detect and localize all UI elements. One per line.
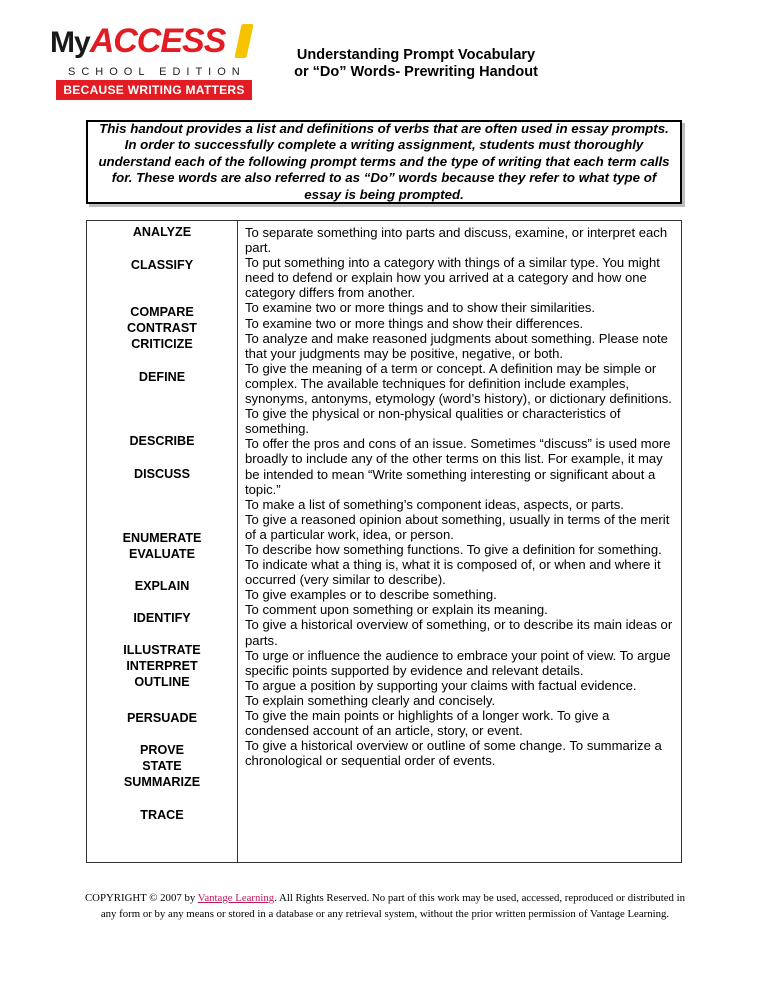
logo-access: ACCESS	[89, 22, 226, 60]
pencil-icon	[234, 24, 253, 58]
term-describe: DESCRIBE	[129, 434, 195, 448]
intro-text: This handout provides a list and definitions of verbs that are often used in essay prompts. In order to successfully complete a writing assignment, students must thoroughly understand each of the following prompt terms and the type of writing that each term calls for. These words are also referred to as “Do” words because they refer to what type of essay is being prompted.	[98, 120, 670, 202]
term-analyze: ANALYZE	[132, 225, 192, 239]
term-evaluate: EVALUATE	[129, 547, 195, 561]
term-illustrate: ILLUSTRATE	[123, 643, 201, 657]
logo-my: My	[50, 26, 90, 59]
term-define: DEFINE	[138, 370, 186, 384]
vocabulary-table	[86, 220, 682, 863]
page-title	[283, 47, 549, 81]
term-classify: CLASSIFY	[130, 258, 194, 272]
term-contrast: CONTRAST	[127, 321, 197, 335]
definition-summarize: To give the main points or highlights of a longer work. To give a condensed account of an article, story, or event.	[245, 708, 610, 739]
myaccess-logo	[50, 22, 250, 102]
definition-trace: To give a historical overview or outline of some change. To summarize a chronological or sequential order of events.	[245, 738, 662, 769]
definition-prove: To argue a position by supporting your claims with factual evidence.	[245, 677, 637, 693]
vantage-learning-link[interactable]: Vantage Learning	[197, 892, 275, 904]
definition-criticize: To analyze and make reasoned judgments about something. Please note that your judgments may be positive, negative, or both.	[245, 330, 668, 361]
intro-box	[86, 120, 682, 204]
term-state: STATE	[142, 759, 182, 773]
copyright-footer	[80, 891, 690, 922]
term-enumerate: ENUMERATE	[122, 531, 202, 545]
definition-explain: To describe how something functions. To give a definition for something.	[245, 541, 662, 557]
term-identify: IDENTIFY	[133, 611, 191, 625]
definition-describe: To give the physical or non-physical qualities or characteristics of something.	[245, 406, 621, 437]
definition-persuade: To urge or influence the audience to embrace your point of view. To argue specific points supported by evidence and relevant details.	[245, 647, 671, 678]
definition-analyze: To separate something into parts and discuss, examine, or interpret each part.	[245, 225, 668, 256]
definition-outline: To give a historical overview of something, or to describe its main ideas or parts.	[245, 617, 673, 648]
definition-state: To explain something clearly and concisely.	[245, 692, 496, 708]
term-compare: COMPARE	[130, 305, 194, 319]
term-interpret: INTERPRET	[126, 659, 198, 673]
definition-identify: To indicate what a thing is, what it is composed of, or when and where it occurred (very similar to describe).	[245, 557, 661, 588]
term-criticize: CRITICIZE	[131, 337, 193, 351]
term-trace: TRACE	[140, 808, 184, 822]
definition-classify: To put something into a category with things of a similar type. You might need to defend or explain how you arrived at a category and how one category differs from another.	[245, 255, 660, 301]
logo-edition: SCHOOL EDITION	[68, 66, 246, 78]
definition-compare: To examine two or more things and to show their similarities.	[245, 300, 596, 316]
footer-prefix: COPYRIGHT © 2007 by	[84, 892, 198, 904]
term-summarize: SUMMARIZE	[123, 775, 201, 789]
definition-evaluate: To give a reasoned opinion about something, usually in terms of the merit of a particular work, idea, or person.	[245, 511, 670, 542]
definition-define: To give the meaning of a term or concept. A definition may be simple or complex. The available techniques for definition include examples, synonyms, antonyms, etymology (word’s history), or dictionary definitions.	[245, 360, 672, 407]
logo-tagline: BECAUSE WRITING MATTERS	[56, 80, 252, 100]
definition-enumerate: To make a list of something’s component ideas, aspects, or parts.	[245, 496, 624, 512]
title-line-1: Understanding Prompt Vocabulary	[296, 47, 536, 63]
term-outline: OUTLINE	[134, 675, 190, 689]
definitions-column	[245, 225, 675, 768]
definition-interpret: To comment upon something or explain its meaning.	[245, 602, 548, 618]
title-line-2: or “Do” Words- Prewriting Handout	[294, 64, 538, 80]
logo-wordmark	[50, 22, 225, 61]
column-divider	[237, 221, 238, 862]
term-discuss: DISCUSS	[134, 467, 190, 481]
term-persuade: PERSUADE	[127, 711, 197, 725]
definition-illustrate: To give examples or to describe something.	[245, 587, 497, 603]
footer-suffix: . All Rights Reserved. No part of this work may be used, accessed, reproduced or distributed in any form or by any means or stored in a database or any retrieval system, without the prior written permission of Vantage Learning.	[100, 892, 686, 920]
term-explain: EXPLAIN	[134, 579, 190, 593]
definition-discuss: To offer the pros and cons of an issue. Sometimes “discuss” is used more broadly to include any of the other terms on this list. For example, it may be intended to mean “Write something interesting or significant about a topic.”	[245, 436, 671, 497]
definition-contrast: To examine two or more things and show their differences.	[245, 315, 584, 331]
term-prove: PROVE	[139, 743, 185, 757]
terms-column	[87, 221, 237, 862]
